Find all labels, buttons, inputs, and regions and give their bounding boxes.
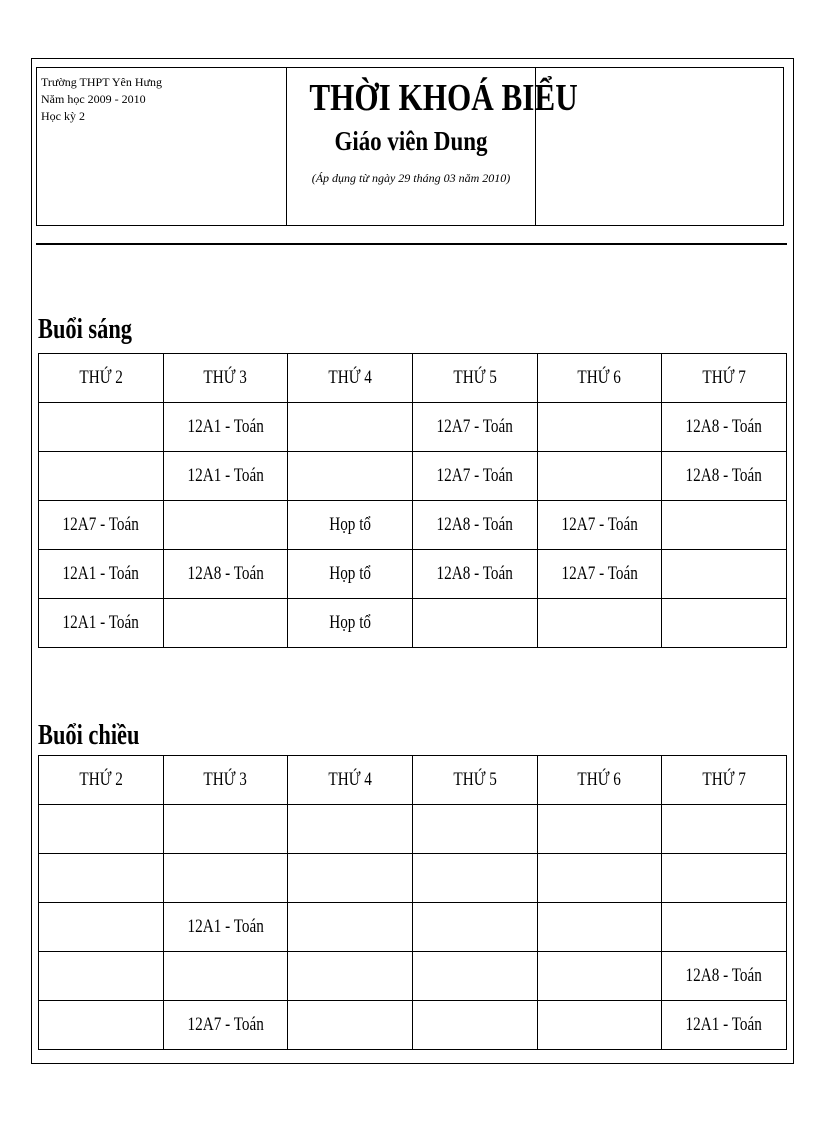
schedule-cell <box>288 1001 413 1050</box>
class-label: Họp tổ <box>329 612 372 633</box>
schedule-cell <box>412 805 537 854</box>
class-label: 12A7 - Toán <box>187 1014 264 1035</box>
day-label: THỨ 3 <box>203 367 248 388</box>
day-header <box>412 756 537 805</box>
day-label: THỨ 2 <box>79 367 123 388</box>
day-label: THỨ 6 <box>577 769 622 790</box>
day-label: THỨ 3 <box>203 769 248 790</box>
class-label: 12A7 - Toán <box>561 514 638 535</box>
schedule-cell <box>537 903 662 952</box>
schedule-cell <box>662 403 787 452</box>
schedule-cell <box>537 550 662 599</box>
semester: Học kỳ 2 <box>41 109 85 123</box>
morning-body <box>39 403 787 648</box>
schedule-cell <box>412 452 537 501</box>
afternoon-header-row <box>39 756 787 805</box>
schedule-cell <box>39 403 164 452</box>
schedule-cell <box>163 599 288 648</box>
schedule-cell <box>39 599 164 648</box>
schedule-cell <box>412 501 537 550</box>
period-row <box>39 550 787 599</box>
schedule-cell <box>288 452 413 501</box>
schedule-cell <box>163 403 288 452</box>
class-label: 12A1 - Toán <box>187 465 264 486</box>
day-header <box>412 354 537 403</box>
schedule-cell <box>163 805 288 854</box>
schedule-cell <box>537 599 662 648</box>
schedule-cell <box>537 1001 662 1050</box>
schedule-cell <box>537 403 662 452</box>
day-header <box>39 354 164 403</box>
schedule-cell <box>163 452 288 501</box>
class-label: 12A7 - Toán <box>62 514 139 535</box>
title-cell <box>287 68 578 225</box>
period-row <box>39 903 787 952</box>
day-label: THỨ 2 <box>79 769 123 790</box>
schedule-cell <box>288 501 413 550</box>
class-label: 12A1 - Toán <box>62 563 139 584</box>
schedule-cell <box>537 952 662 1001</box>
schedule-cell <box>412 1001 537 1050</box>
schedule-cell <box>412 854 537 903</box>
header-box <box>36 67 784 226</box>
page-title: THỜI KHOÁ BIỂU <box>309 77 578 119</box>
class-label: 12A8 - Toán <box>685 416 763 437</box>
day-label: THỨ 6 <box>577 367 622 388</box>
schedule-cell <box>662 501 787 550</box>
class-label: 12A8 - Toán <box>685 965 763 986</box>
school-year: Năm học 2009 - 2010 <box>41 92 146 106</box>
divider-line <box>36 243 787 245</box>
schedule-cell <box>662 952 787 1001</box>
schedule-cell <box>39 903 164 952</box>
period-row <box>39 599 787 648</box>
schedule-cell <box>662 599 787 648</box>
class-label: 12A1 - Toán <box>187 416 264 437</box>
schedule-cell <box>163 952 288 1001</box>
school-name: Trường THPT Yên Hưng <box>41 75 163 89</box>
schedule-cell <box>412 550 537 599</box>
schedule-cell <box>288 854 413 903</box>
effective-date-note: (Áp dụng từ ngày 29 tháng 03 năm 2010) <box>311 171 511 185</box>
day-header <box>288 756 413 805</box>
class-label: 12A8 - Toán <box>436 563 513 584</box>
class-label: 12A7 - Toán <box>436 416 513 437</box>
schedule-cell <box>662 903 787 952</box>
schedule-cell <box>39 952 164 1001</box>
schedule-cell <box>39 854 164 903</box>
afternoon-timetable <box>38 755 787 1050</box>
teacher-name: Giáo viên Dung <box>334 126 488 156</box>
afternoon-body <box>39 805 787 1050</box>
day-label: THỨ 5 <box>453 769 497 790</box>
schedule-cell <box>288 952 413 1001</box>
class-label: 12A7 - Toán <box>561 563 638 584</box>
schedule-cell <box>39 550 164 599</box>
schedule-cell <box>662 1001 787 1050</box>
period-row <box>39 805 787 854</box>
schedule-cell <box>412 952 537 1001</box>
class-label: 12A8 - Toán <box>436 514 513 535</box>
day-label: THỨ 7 <box>702 769 746 790</box>
schedule-cell <box>662 805 787 854</box>
day-header <box>163 756 288 805</box>
schedule-cell <box>537 501 662 550</box>
schedule-cell <box>163 550 288 599</box>
day-header <box>537 354 662 403</box>
schedule-cell <box>288 805 413 854</box>
schedule-cell <box>662 452 787 501</box>
day-label: THỨ 7 <box>702 367 746 388</box>
class-label: Họp tổ <box>329 514 372 535</box>
class-label: 12A1 - Toán <box>685 1014 763 1035</box>
schedule-cell <box>288 599 413 648</box>
schedule-cell <box>163 903 288 952</box>
class-label: 12A7 - Toán <box>436 465 513 486</box>
class-label: Họp tổ <box>329 563 372 584</box>
schedule-cell <box>163 854 288 903</box>
schedule-cell <box>537 452 662 501</box>
schedule-cell <box>39 452 164 501</box>
day-label: THỨ 5 <box>453 367 497 388</box>
class-label: 12A1 - Toán <box>62 612 139 633</box>
day-header <box>163 354 288 403</box>
school-info <box>37 68 287 225</box>
period-row <box>39 452 787 501</box>
period-row <box>39 1001 787 1050</box>
day-header <box>288 354 413 403</box>
schedule-cell <box>412 599 537 648</box>
schedule-cell <box>163 501 288 550</box>
period-row <box>39 501 787 550</box>
morning-header-row <box>39 354 787 403</box>
schedule-cell <box>39 501 164 550</box>
schedule-cell <box>39 805 164 854</box>
morning-section-title: Buổi sáng <box>38 314 132 345</box>
schedule-cell <box>662 854 787 903</box>
schedule-cell <box>537 805 662 854</box>
class-label: 12A8 - Toán <box>685 465 763 486</box>
schedule-cell <box>288 550 413 599</box>
period-row <box>39 952 787 1001</box>
day-header <box>537 756 662 805</box>
day-label: THỨ 4 <box>328 367 372 388</box>
morning-timetable <box>38 353 787 648</box>
period-row <box>39 854 787 903</box>
schedule-cell <box>537 854 662 903</box>
afternoon-section-title: Buổi chiều <box>38 720 140 751</box>
class-label: 12A8 - Toán <box>187 563 264 584</box>
day-label: THỨ 4 <box>328 769 372 790</box>
schedule-cell <box>662 550 787 599</box>
schedule-cell <box>288 903 413 952</box>
day-header <box>662 354 787 403</box>
schedule-cell <box>412 903 537 952</box>
schedule-cell <box>412 403 537 452</box>
day-header <box>39 756 164 805</box>
schedule-cell <box>39 1001 164 1050</box>
class-label: 12A1 - Toán <box>187 916 264 937</box>
schedule-cell <box>163 1001 288 1050</box>
schedule-cell <box>288 403 413 452</box>
day-header <box>662 756 787 805</box>
period-row <box>39 403 787 452</box>
